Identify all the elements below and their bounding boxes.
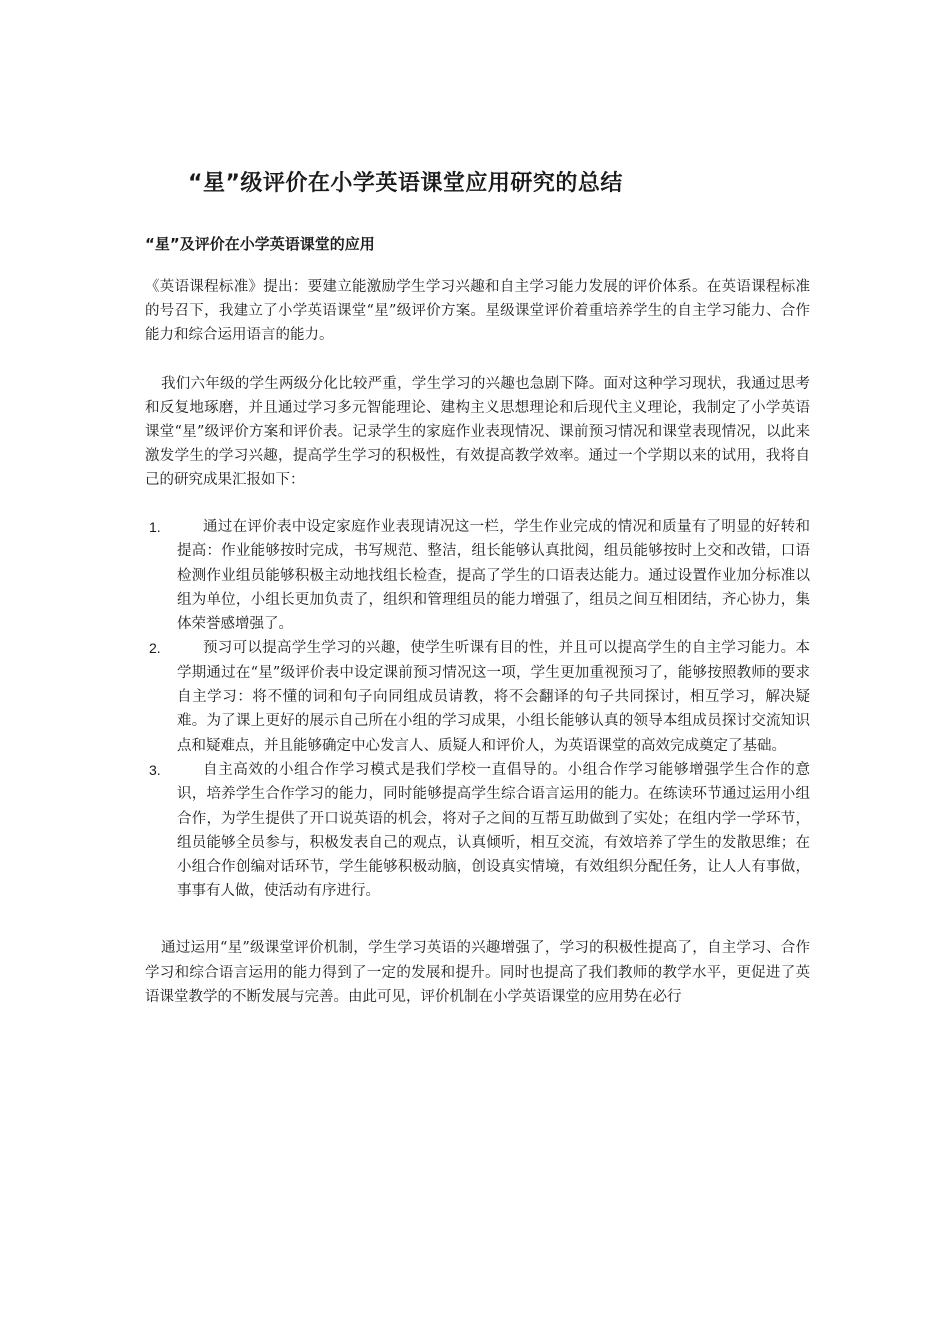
list-item bbox=[145, 636, 810, 757]
section-heading: “星”及评价在小学英语课堂的应用 bbox=[145, 235, 375, 253]
list-item bbox=[145, 515, 810, 636]
list-item-text: 预习可以提高学生学习的兴趣，使学生听课有目的性，并且可以提高学生的自主学习能力。本学期通过在“星”级评价表中设定课前预习情况这一项，学生更加重视预习了，能够按照教师的要求自主学习：将不懂的词和句子向同组成员请教，将不会翻译的句子共同探讨，相互学习，解决疑难。为了课上更好的展示自己所在小组的学习成果，小组长能够认真的领导本组成员探讨交流知识点和疑难点，并且能够确定中心发言人、质疑人和评价人，为英语课堂的高效完成奠定了基础。 bbox=[177, 640, 810, 754]
page-title: “星”级评价在小学英语课堂应用研究的总结 bbox=[188, 171, 623, 196]
list-item-text: 自主高效的小组合作学习模式是我们学校一直倡导的。小组合作学习能够增强学生合作的意识，培养学生合作学习的能力，同时能够提高学生综合语言运用的能力。在练读环节通过运用小组合作，为学生提供了开口说英语的机会，将对子之间的互帮互助做到了实处；在组内学一学环节，组员能够全员参与，积极发表自己的观点，认真倾听，相互交流，有效培养了学生的发散思维；在小组合作创编对话环节，学生能够积极动脑，创设真实情境，有效组织分配任务，让人人有事做，事事有人做，使活动有序进行。 bbox=[177, 761, 810, 900]
list-item-number: 3. bbox=[149, 761, 161, 778]
background-paragraph: 我们六年级的学生两级分化比较严重，学生学习的兴趣也急剧下降。面对这种学习现状，我通过思考和反复地琢磨，并且通过学习多元智能理论、建构主义思想理论和后现代主义理论，我制定了小学英语课堂“星”级评价方案和评价表。记录学生的家庭作业表现情况、课前预习情况和课堂表现情况，以此来激发学生的学习兴趣，提高学生学习的积极性，有效提高教学效率。通过一个学期以来的试用，我将自己的研究成果汇报如下： bbox=[145, 376, 810, 488]
results-list bbox=[145, 515, 810, 904]
list-item-text: 通过在评价表中设定家庭作业表现请况这一栏，学生作业完成的情况和质量有了明显的好转和提高：作业能够按时完成，书写规范、整洁，组长能够认真批阅，组员能够按时上交和改错，口语检测作业组员能够积极主动地找组长检查，提高了学生的口语表达能力。通过设置作业加分标准以组为单位，小组长更加负责了，组织和管理组员的能力增强了，组员之间互相团结，齐心协力，集体荣誉感增强了。 bbox=[177, 519, 810, 633]
list-item-number: 2. bbox=[149, 640, 161, 657]
intro-paragraph: 《英语课程标准》提出：要建立能激励学生学习兴趣和自主学习能力发展的评价体系。在英语课程标准的号召下，我建立了小学英语课堂“星”级评价方案。星级课堂评价着重培养学生的自主学习能力、合作能力和综合运用语言的能力。 bbox=[145, 279, 810, 343]
conclusion-paragraph: 通过运用“星”级课堂评价机制，学生学习英语的兴趣增强了，学习的积极性提高了，自主学习、合作学习和综合语言运用的能力得到了一定的发展和提升。同时也提高了我们教师的教学水平，更促进了英语课堂教学的不断发展与完善。由此可见，评价机制在小学英语课堂的应用势在必行 bbox=[145, 940, 810, 1005]
list-item-number: 1. bbox=[149, 519, 161, 535]
list-item bbox=[145, 758, 810, 904]
